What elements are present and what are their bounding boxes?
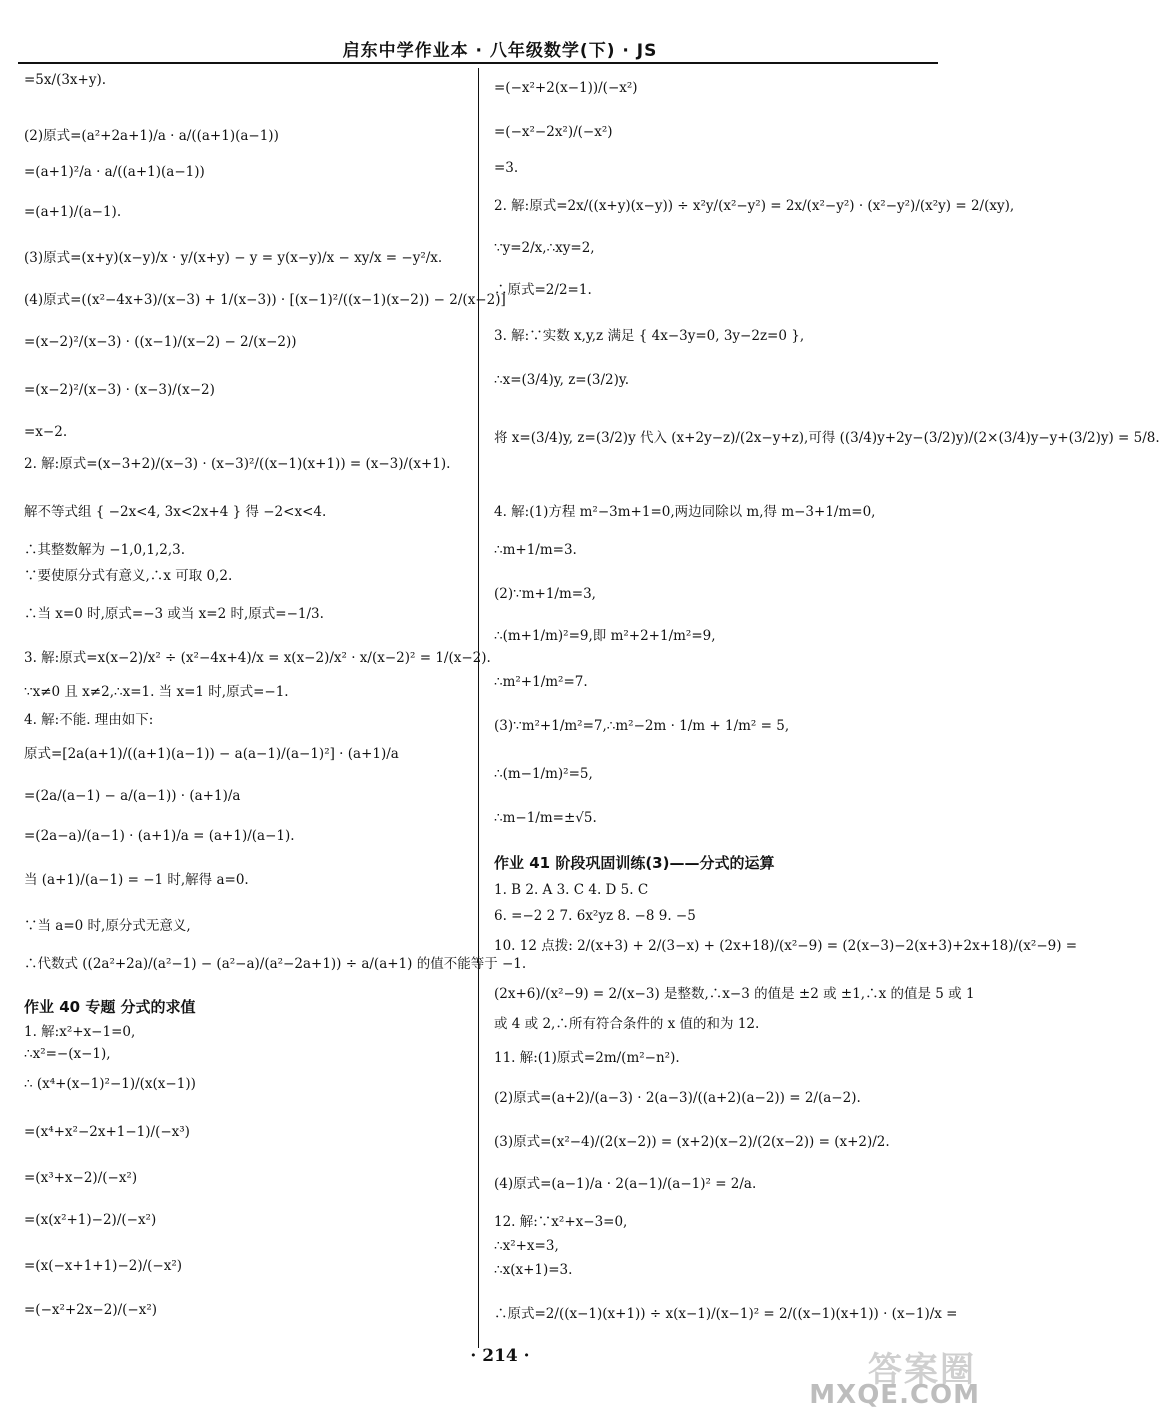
page-number: · 214 · <box>470 1346 530 1366</box>
right-column-line: ∴x²+x=3, <box>494 1238 559 1254</box>
left-column-line: =(x⁴+x²−2x+1−1)/(−x³) <box>24 1124 190 1140</box>
right-column-line: (4)原式=(a−1)/a · 2(a−1)/(a−1)² = 2/a. <box>494 1176 757 1192</box>
right-column-line: 将 x=(3/4)y, z=(3/2)y 代入 (x+2y−z)/(2x−y+z),可得 ((3/4)y+2y−(3/2)y)/(2×(3/4)y−y+(3/2)y) = 5/8. <box>494 430 1160 446</box>
right-column-line: ∴m²+1/m²=7. <box>494 674 588 690</box>
left-column-line: 4. 解:不能. 理由如下: <box>24 712 154 728</box>
right-column-line: ∴m−1/m=±√5. <box>494 810 597 826</box>
left-column-line: 当 (a+1)/(a−1) = −1 时,解得 a=0. <box>24 872 249 888</box>
right-column-line: =3. <box>494 160 519 176</box>
page-header-title: 启东中学作业本 · 八年级数学(下) · JS <box>342 41 658 61</box>
left-column-line: =(x−2)²/(x−3) · (x−3)/(x−2) <box>24 382 215 398</box>
right-column-line: ∴原式=2/2=1. <box>494 282 592 298</box>
watermark-logo <box>800 1340 990 1412</box>
left-column-line: ∵x≠0 且 x≠2,∴x=1. 当 x=1 时,原式=−1. <box>24 684 289 700</box>
left-column-line: ∴其整数解为 −1,0,1,2,3. <box>24 542 186 558</box>
left-column-line: =(x(−x+1+1)−2)/(−x²) <box>24 1258 183 1274</box>
right-column-line: ∴x=(3/4)y, z=(3/2)y. <box>494 372 629 388</box>
right-column-line: 4. 解:(1)方程 m²−3m+1=0,两边同除以 m,得 m−3+1/m=0, <box>494 504 876 520</box>
left-column-line: =x−2. <box>24 424 68 440</box>
right-column-line: ∴原式=2/((x−1)(x+1)) ÷ x(x−1)/(x−1)² = 2/((x−1)(x+1)) · (x−1)/x = <box>494 1306 958 1322</box>
right-column-line: 11. 解:(1)原式=2m/(m²−n²). <box>494 1050 680 1066</box>
left-column-line: =(−x²+2x−2)/(−x²) <box>24 1302 158 1318</box>
left-column-line: (4)原式=((x²−4x+3)/(x−3) + 1/(x−3)) · [(x−1)²/((x−1)(x−2)) − 2/(x−2)] <box>24 292 506 308</box>
right-column-line: 1. B 2. A 3. C 4. D 5. C <box>494 882 649 898</box>
right-column-line: 或 4 或 2,∴所有符合条件的 x 值的和为 12. <box>494 1016 760 1032</box>
right-column-line: (3)∵m²+1/m²=7,∴m²−2m · 1/m + 1/m² = 5, <box>494 718 790 734</box>
right-column-line: 10. 12 点拨: 2/(x+3) + 2/(3−x) + (2x+18)/(x²−9) = (2(x−3)−2(x+3)+2x+18)/(x²−9) = <box>494 938 1078 954</box>
left-column-line: ∴x²=−(x−1), <box>24 1046 111 1062</box>
left-column-line: =(x³+x−2)/(−x²) <box>24 1170 138 1186</box>
left-column-line: (2)原式=(a²+2a+1)/a · a/((a+1)(a−1)) <box>24 128 279 144</box>
left-column-line: ∵当 a=0 时,原分式无意义, <box>24 918 191 934</box>
left-column-line: 3. 解:原式=x(x−2)/x² ÷ (x²−4x+4)/x = x(x−2)/x² · x/(x−2)² = 1/(x−2). <box>24 650 491 666</box>
left-column-line: (3)原式=(x+y)(x−y)/x · y/(x+y) − y = y(x−y)/x − xy/x = −y²/x. <box>24 250 443 266</box>
left-column-line: 解不等式组 { −2x<4, 3x<2x+4 } 得 −2<x<4. <box>24 504 327 520</box>
left-column-line: ∵要使原分式有意义,∴x 可取 0,2. <box>24 568 233 584</box>
left-column-line: ∴当 x=0 时,原式=−3 或当 x=2 时,原式=−1/3. <box>24 606 324 622</box>
left-column-section-heading: 作业 40 专题 分式的求值 <box>24 998 196 1016</box>
left-column-line: 2. 解:原式=(x−3+2)/(x−3) · (x−3)²/((x−1)(x+1)) = (x−3)/(x+1). <box>24 456 451 472</box>
right-column-line: =(−x²+2(x−1))/(−x²) <box>494 80 638 96</box>
right-column-line: 2. 解:原式=2x/((x+y)(x−y)) ÷ x²y/(x²−y²) = 2x/(x²−y²) · (x²−y²)/(x²y) = 2/(xy), <box>494 198 1015 214</box>
watermark-site-text: MXQE.COM <box>809 1380 980 1410</box>
right-column-line: 3. 解:∵实数 x,y,z 满足 { 4x−3y=0, 3y−2z=0 }, <box>494 328 805 344</box>
right-column-line: ∴(m+1/m)²=9,即 m²+2+1/m²=9, <box>494 628 716 644</box>
right-column-line: (3)原式=(x²−4)/(2(x−2)) = (x+2)(x−2)/(2(x−2)) = (x+2)/2. <box>494 1134 890 1150</box>
left-column-line: =5x/(3x+y). <box>24 72 107 88</box>
right-column-line: ∴(m−1/m)²=5, <box>494 766 593 782</box>
right-column-line: ∴m+1/m=3. <box>494 542 577 558</box>
right-column-section-heading: 作业 41 阶段巩固训练(3)——分式的运算 <box>494 854 775 872</box>
left-column-line: 1. 解:x²+x−1=0, <box>24 1024 136 1040</box>
right-column-line: ∵y=2/x,∴xy=2, <box>494 240 595 256</box>
left-column-line: =(a+1)/(a−1). <box>24 204 122 220</box>
watermark-logo-text: 答案圈 <box>868 1350 976 1390</box>
left-column-line: =(a+1)²/a · a/((a+1)(a−1)) <box>24 164 205 180</box>
right-column-line: (2)∵m+1/m=3, <box>494 586 596 602</box>
right-column-line: (2x+6)/(x²−9) = 2/(x−3) 是整数,∴x−3 的值是 ±2 或 ±1,∴x 的值是 5 或 1 <box>494 986 975 1002</box>
left-column-line: =(2a/(a−1) − a/(a−1)) · (a+1)/a <box>24 788 241 804</box>
right-column-line: ∴x(x+1)=3. <box>494 1262 573 1278</box>
left-column-line: =(2a−a)/(a−1) · (a+1)/a = (a+1)/(a−1). <box>24 828 295 844</box>
right-column-line: =(−x²−2x²)/(−x²) <box>494 124 613 140</box>
column-divider <box>478 68 479 1348</box>
left-column-line: =(x(x²+1)−2)/(−x²) <box>24 1212 157 1228</box>
left-column-line: ∴代数式 ((2a²+2a)/(a²−1) − (a²−a)/(a²−2a+1)) ÷ a/(a+1) 的值不能等于 −1. <box>24 956 527 972</box>
right-column-line: 12. 解:∵x²+x−3=0, <box>494 1214 628 1230</box>
header-rule <box>18 62 938 64</box>
right-column-line: 6. =−2 2 7. 6x²yz 8. −8 9. −5 <box>494 908 696 924</box>
left-column-line: ∴ (x⁴+(x−1)²−1)/(x(x−1)) <box>24 1076 196 1092</box>
right-column-line: (2)原式=(a+2)/(a−3) · 2(a−3)/((a+2)(a−2)) = 2/(a−2). <box>494 1090 861 1106</box>
left-column-line: =(x−2)²/(x−3) · ((x−1)/(x−2) − 2/(x−2)) <box>24 334 297 350</box>
left-column-line: 原式=[2a(a+1)/((a+1)(a−1)) − a(a−1)/(a−1)²] · (a+1)/a <box>24 746 399 762</box>
